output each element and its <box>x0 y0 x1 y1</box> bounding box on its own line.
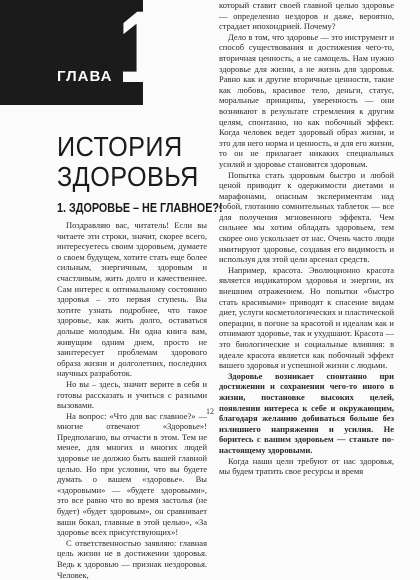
right-text-block <box>219 0 394 477</box>
paragraph: который ставит своей главной целью здоровье — определенно нездоров и даже, вероятно, страдает ипохондрией. Почему? <box>219 0 394 32</box>
paragraph: Попытка стать здоровым быстро и любой ценой приводит к одержимости диетами и марафонами, опасным экспериментам над собой, глотанию сомнительных таблеток — все для получения мгновенного эффекта. Чем сильнее мы хотим обладать здоровьем, тем скорее оно ускользает от нас. Очень часто люди имитируют здоровье, создавая его видимость и используя для этой цели арсенал средств. <box>219 169 394 265</box>
chapter-title: ИСТОРИЯ ЗДОРОВЬЯ <box>57 131 199 192</box>
chapter-number: 1 <box>118 0 163 104</box>
chapter-banner <box>0 0 163 105</box>
paragraph: Но вы – здесь, значит верите в себя и готовы рассказать и учиться с разными вызовами. <box>57 378 207 411</box>
page-number: 12 <box>206 407 214 416</box>
emphasis-paragraph: Здоровье возникает спонтанно при достижении и сохранении чего-то иного в жизни, постановке высоких целей, появлении интереса к себе и окружающим, благодаря желанию добиваться больше без излишнего напряжения и усилия. Не боритесь с вашим здоровьем — станьте по-настоящему здоровыми. <box>219 370 394 455</box>
paragraph: На вопрос: «Что для вас главное?» — многие отвечают «Здоровье»! Предполагаю, вы отчасти в этом. Тем не менее, для многих и многих людей здоровье не должно быть вашей главной целью. Но при условии, что вы будете думать о вашем «здоровье». Вы «здоровыми» — «будете здоровыми», это все равно что во время застолья (не будет) «будет здоровым», он сравнивает ваши бокал, главные в этой целью», «За здоровье всех присутствующих»! <box>57 410 207 538</box>
paragraph: Например, красота. Эволюционно красота является индикатором здоровья и энергии, их внешним отражением. Но попытки «быстро стать красивыми» приводят к спасение видам диет, услуги косметологических и пластической операции, в погоне за красотой и идеалам как и отнимают здоровье, так и ухудшают. Красота — это биологические и социальные влияния: в идеале красота является как побочный эффект вашего здоровья и успешной жизни с людьми. <box>219 264 394 371</box>
left-text-block <box>57 220 207 580</box>
paragraph: Дело в том, что здоровье — это инструмент и способ существования и достижения чего-то, вторичная ценность, а не самоцель. Нам нужно здоровье для жизни, а не жизнь для здоровья. Равно как и другие вторичные ценности, такие как любовь, красивое тело, деньги, статус, моральные принципы, уверенность — они возникают в результате стремления к другим целям, спонтанно, но как побочный эффект. Когда человек ведет здоровый образ жизни, и это для него норма и ценность, и для его жизни, то он не прилагает никаких специальных усилий и здоровье становится здоровым. <box>219 31 394 169</box>
paragraph: Поздравляю вас, читатель! Если вы читаете эти строки, значит, скорее всего, интересуетесь своим здоровьем, думаете о своем будущем, хотите стать еще более сильным, энергичным, здоровым и счастливым, жить долго и качественнее. Сам интерес к оптимальному состоянию здоровья – это первая ступень. Вы хотите узнать подробнее, что такое здоровье, как жить долго, оставаться дольше молодым. Ни одна книга вам, живущим одним днем, просто не заинтересует проблемам здорового образа жизни и долголетних, последних научных разработок. <box>57 220 207 379</box>
paragraph: Когда наши цели требуют от нас здоровья, мы будем тратить свое ресурсы и время <box>219 455 394 477</box>
section-heading: 1. ЗДОРОВЬЕ – НЕ ГЛАВНОЕ?! <box>57 200 223 215</box>
right-column <box>219 0 394 477</box>
paragraph: С ответственностью заявляю: главная цель жизни не в достижении здоровья. Ведь к здоровью — признак нездоровья. Человек, <box>57 537 207 580</box>
chapter-label: ГЛАВА <box>57 68 113 85</box>
